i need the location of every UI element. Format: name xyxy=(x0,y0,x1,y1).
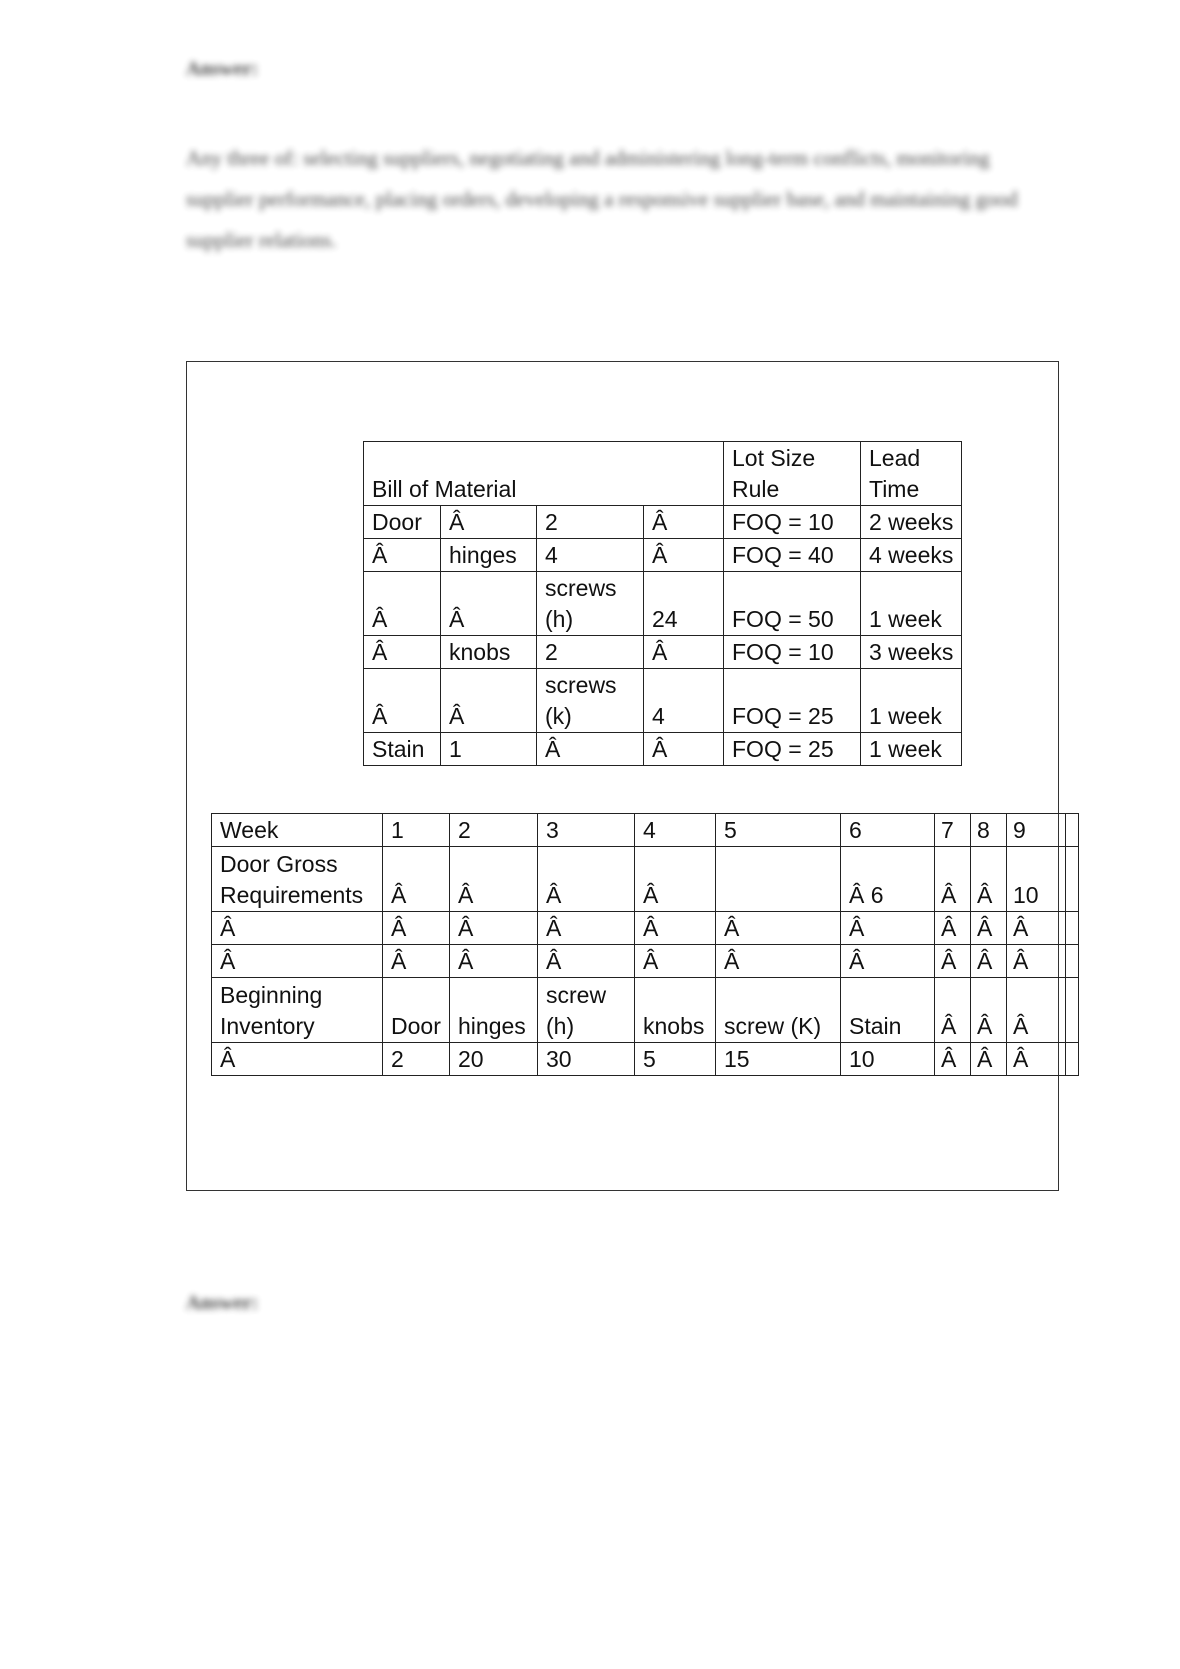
table-cell: Â xyxy=(450,912,538,945)
table-row xyxy=(212,847,1079,912)
table-row xyxy=(212,912,1079,945)
table-cell: Â xyxy=(441,669,537,733)
table-cell: Lot Size Rule xyxy=(724,442,861,506)
table-cell: 3 xyxy=(538,814,635,847)
table-cell: knobs xyxy=(635,978,716,1043)
table-cell: 1 week xyxy=(861,733,962,766)
table-cell: FOQ = 25 xyxy=(724,733,861,766)
table-cell: FOQ = 25 xyxy=(724,669,861,733)
table-cell: Â xyxy=(1007,1043,1066,1076)
table-cell: 2 weeks xyxy=(861,506,962,539)
table-row xyxy=(212,945,1079,978)
table-cell: Door xyxy=(383,978,450,1043)
table-cell: Â xyxy=(364,636,441,669)
table-cell: 1 xyxy=(441,733,537,766)
table-cell: 4 xyxy=(537,539,644,572)
table-cell: Â 6 xyxy=(841,847,935,912)
table-cell xyxy=(1066,945,1079,978)
table-cell: hinges xyxy=(450,978,538,1043)
table-cell: Â xyxy=(1007,912,1066,945)
table-cell: Â xyxy=(716,912,841,945)
table-cell: 30 xyxy=(538,1043,635,1076)
table-cell: Â xyxy=(644,539,724,572)
table-cell: 5 xyxy=(716,814,841,847)
table-cell: 24 xyxy=(644,572,724,636)
table-cell: 2 xyxy=(537,506,644,539)
table-cell: Â xyxy=(935,847,971,912)
table-cell: Â xyxy=(716,945,841,978)
table-cell: screws (h) xyxy=(537,572,644,636)
table-cell: Â xyxy=(450,847,538,912)
table-cell: 9 xyxy=(1007,814,1066,847)
table-cell: Beginning Inventory xyxy=(212,978,383,1043)
table-cell: Â xyxy=(935,1043,971,1076)
table-cell: 4 weeks xyxy=(861,539,962,572)
table-cell: FOQ = 10 xyxy=(724,506,861,539)
table-cell: Â xyxy=(212,1043,383,1076)
table-cell xyxy=(1066,912,1079,945)
mrp-week-table xyxy=(211,813,1079,1076)
table-cell: FOQ = 40 xyxy=(724,539,861,572)
table-row xyxy=(212,814,1079,847)
table-cell: Â xyxy=(644,733,724,766)
table-cell: 8 xyxy=(971,814,1007,847)
table-cell: Â xyxy=(971,847,1007,912)
table-cell: 1 week xyxy=(861,669,962,733)
table-row xyxy=(212,978,1079,1043)
table-cell: Â xyxy=(644,506,724,539)
answer-paragraph: Any three of: selecting suppliers, negotiating and administering long-term conflicts, monitoring supplier performance, placing orders, developing a responsive supplier base, and maintaining good supplier relations. xyxy=(186,146,1018,252)
table-cell: Â xyxy=(383,945,450,978)
answer-heading-2: Answer: xyxy=(186,1292,259,1314)
table-cell xyxy=(1066,847,1079,912)
table-cell: FOQ = 10 xyxy=(724,636,861,669)
table-cell: screw (K) xyxy=(716,978,841,1043)
table-cell: Â xyxy=(383,847,450,912)
table-cell: Â xyxy=(212,912,383,945)
table-cell: 20 xyxy=(450,1043,538,1076)
table-cell: Â xyxy=(971,1043,1007,1076)
table-cell: 5 xyxy=(635,1043,716,1076)
table-cell: Week xyxy=(212,814,383,847)
table-cell: Â xyxy=(538,945,635,978)
table-cell: Â xyxy=(383,912,450,945)
table-cell: Lead Time xyxy=(861,442,962,506)
table-cell: Â xyxy=(538,912,635,945)
table-cell: 10 xyxy=(1007,847,1066,912)
table-row xyxy=(364,669,962,733)
table-cell: Stain xyxy=(364,733,441,766)
table-cell xyxy=(1066,814,1079,847)
table-cell xyxy=(1066,1043,1079,1076)
table-cell: 4 xyxy=(635,814,716,847)
table-cell: Â xyxy=(971,978,1007,1043)
table-cell: Â xyxy=(364,669,441,733)
table-cell: 3 weeks xyxy=(861,636,962,669)
table-cell: 15 xyxy=(716,1043,841,1076)
table-row xyxy=(364,572,962,636)
table-row xyxy=(364,539,962,572)
table-cell: Â xyxy=(538,847,635,912)
table-cell: 1 xyxy=(383,814,450,847)
table-cell: hinges xyxy=(441,539,537,572)
table-cell: Â xyxy=(935,945,971,978)
table-cell xyxy=(1066,978,1079,1043)
table-cell: Door xyxy=(364,506,441,539)
table-cell: knobs xyxy=(441,636,537,669)
table-cell: 10 xyxy=(841,1043,935,1076)
table-cell: Â xyxy=(935,912,971,945)
table-cell: 7 xyxy=(935,814,971,847)
answer-heading: Answer: xyxy=(186,58,259,80)
table-cell: Â xyxy=(441,506,537,539)
table-cell: Â xyxy=(537,733,644,766)
table-cell: Â xyxy=(450,945,538,978)
table-cell: Â xyxy=(935,978,971,1043)
table-cell: FOQ = 50 xyxy=(724,572,861,636)
table-cell: 2 xyxy=(537,636,644,669)
table-cell: Â xyxy=(635,912,716,945)
table-cell: Â xyxy=(635,945,716,978)
table-row xyxy=(364,506,962,539)
table-cell: Â xyxy=(971,912,1007,945)
table-cell: Stain xyxy=(841,978,935,1043)
table-cell: 2 xyxy=(450,814,538,847)
table-cell: 2 xyxy=(383,1043,450,1076)
table-cell: Door Gross Requirements xyxy=(212,847,383,912)
table-cell: screws (k) xyxy=(537,669,644,733)
table-row xyxy=(364,733,962,766)
table-cell: 6 xyxy=(841,814,935,847)
table-row xyxy=(212,1043,1079,1076)
table-cell: Â xyxy=(971,945,1007,978)
table-cell: Â xyxy=(841,912,935,945)
table-cell: 1 week xyxy=(861,572,962,636)
table-cell: 4 xyxy=(644,669,724,733)
table-cell: Â xyxy=(841,945,935,978)
table-cell: Â xyxy=(364,539,441,572)
table-cell: Â xyxy=(635,847,716,912)
table-cell: screw (h) xyxy=(538,978,635,1043)
table-cell: Â xyxy=(644,636,724,669)
table-cell: Â xyxy=(1007,978,1066,1043)
table-cell: Bill of Material xyxy=(364,442,724,506)
table-cell: Â xyxy=(364,572,441,636)
table-cell: Â xyxy=(441,572,537,636)
table-row xyxy=(364,442,962,506)
table-row xyxy=(364,636,962,669)
table-cell: Â xyxy=(212,945,383,978)
table-cell xyxy=(716,847,841,912)
bill-of-material-table xyxy=(363,441,962,766)
table-cell: Â xyxy=(1007,945,1066,978)
